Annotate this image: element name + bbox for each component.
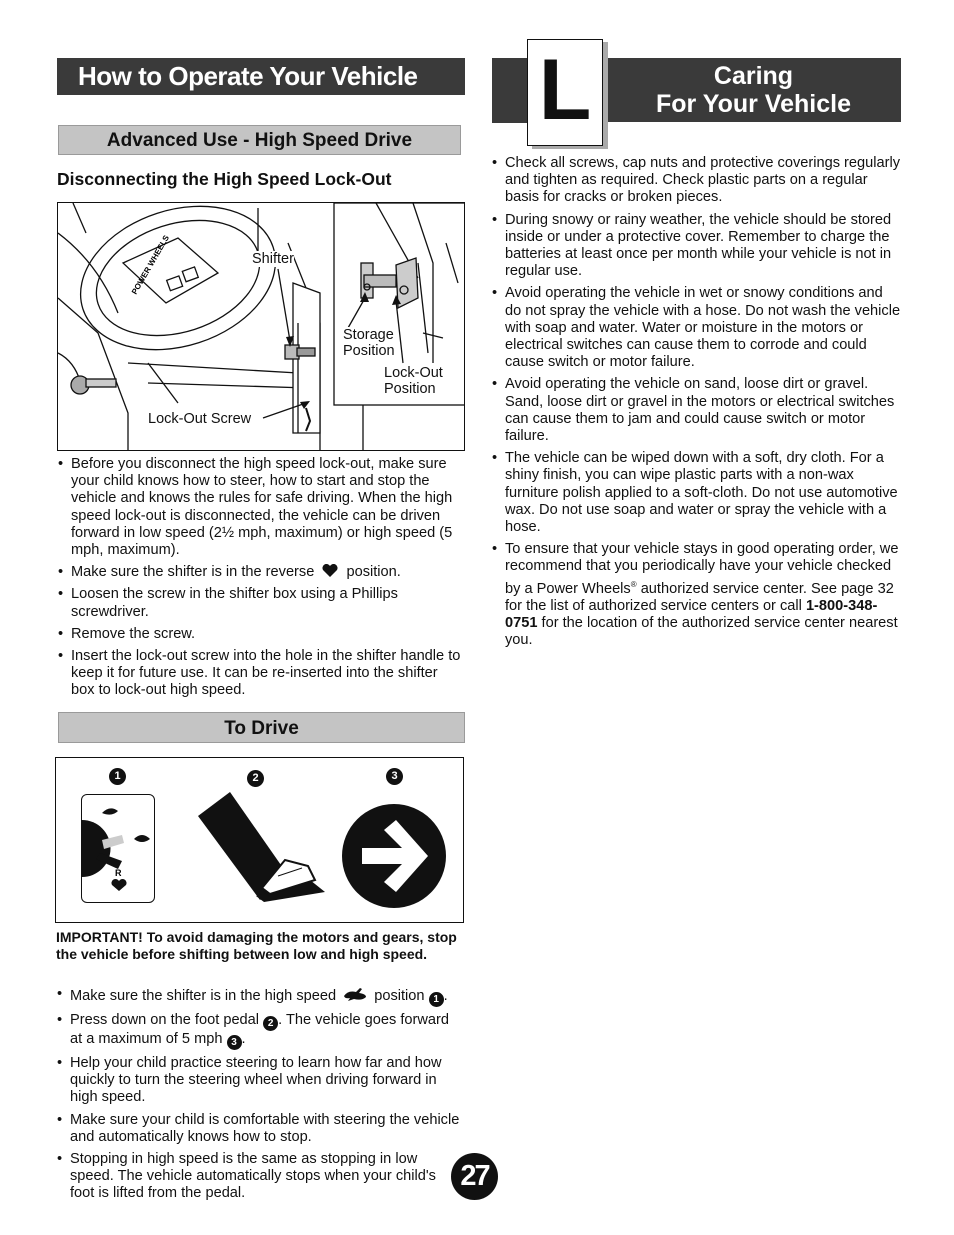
advanced-use-header xyxy=(58,125,461,155)
list-item-text: Stopping in high speed is the same as stopping in low speed. The vehicle automatically stops when your child's foot is lifted from the pedal. xyxy=(70,1151,436,1202)
lockout-instructions-list xyxy=(57,456,463,705)
section-letter-tab xyxy=(527,39,603,146)
right-header-line2: For Your Vehicle xyxy=(656,90,851,118)
right-section-header xyxy=(606,58,901,122)
storage-label-line1: Storage xyxy=(343,327,394,343)
important-warning: IMPORTANT! To avoid damaging the motors and gears, stop the vehicle before shifting between low and high speed. xyxy=(56,929,457,963)
list-item-text: . xyxy=(443,988,448,1004)
advanced-use-title: Advanced Use - High Speed Drive xyxy=(106,130,413,151)
list-item xyxy=(491,376,903,445)
step-number: 2 xyxy=(247,770,264,787)
step-1-marker xyxy=(109,764,126,785)
list-item xyxy=(56,986,462,1007)
page-number-badge xyxy=(451,1153,498,1200)
page-number: 27 xyxy=(460,1160,489,1192)
right-header-underlay xyxy=(492,58,530,123)
shifter-panel xyxy=(81,794,155,903)
shifter-label: Shifter xyxy=(252,251,294,267)
to-drive-header xyxy=(58,712,465,743)
step-number-badge: 1 xyxy=(429,992,444,1007)
list-item-text: Make sure the shifter is in the reverse xyxy=(71,564,315,581)
list-item xyxy=(57,626,463,643)
lockout-label-line2: Position xyxy=(384,381,436,397)
list-item-text: Check all screws, cap nuts and protective coverings regularly and tighten as required. Check plastic parts on a regular basis for cracks or broken pieces. xyxy=(505,155,901,206)
step-3-marker xyxy=(386,764,403,785)
list-item-text: . The vehicle goes forward at a maximum of 5 mph xyxy=(70,1012,450,1047)
lockout-screw-label: Lock-Out Screw xyxy=(148,411,252,427)
lockout-subtitle: Disconnecting the High Speed Lock-Out xyxy=(57,169,392,189)
list-item xyxy=(491,450,903,536)
list-item-text: Before you disconnect the high speed lock-out, make sure your child knows how to steer, how to start and stop the vehicle and knows the rules for safe driving. When the high speed lock-out is disconnected, the vehicle can be driven forward in low speed (2½ mph, maximum) or high speed (5 mph, maximum). xyxy=(71,456,453,559)
list-item-text: position xyxy=(374,988,425,1004)
forward-arrow-icon xyxy=(340,802,448,910)
list-item xyxy=(57,564,463,581)
list-item-text: . xyxy=(241,1031,246,1047)
list-item-text: Avoid operating the vehicle on sand, loose dirt or gravel. Sand, loose dirt or gravel in the motors or electrical switches can cause them to jam and could cause switch or motor failure. xyxy=(505,376,895,445)
list-item xyxy=(491,155,903,207)
list-item-text: for the location of the authorized service center nearest you. xyxy=(505,614,898,649)
list-item-text: Make sure your child is comfortable with steering the vehicle and automatically knows how to stop. xyxy=(70,1111,460,1145)
list-item-text: Help your child practice steering to learn how far and how quickly to turn the steering wheel when driving forward in high speed. xyxy=(70,1055,442,1106)
left-header-title: How to Operate Your Vehicle xyxy=(78,61,418,91)
list-item-text: position. xyxy=(346,564,401,581)
list-item xyxy=(56,1112,462,1146)
list-item-text: Press down on the foot pedal xyxy=(70,1012,260,1028)
list-item-text: authorized service center. See page 32 for the list of authorized service centers or call xyxy=(505,580,894,614)
right-header-line1: Caring xyxy=(713,62,794,90)
list-item-text: During snowy or rainy weather, the vehicle should be stored inside or under a protective cover. Remember to charge the batteries at least once per month while your vehicle is not in regular use. xyxy=(505,211,892,280)
drive-steps-figure xyxy=(55,757,464,923)
list-item-text: Insert the lock-out screw into the hole in the shifter handle to keep it for future use. It can be re-inserted into the shifter box to lock-out high speed. xyxy=(71,648,461,699)
list-item-text: Remove the screw. xyxy=(71,625,196,642)
list-item xyxy=(57,456,463,559)
list-item xyxy=(491,541,903,649)
list-item xyxy=(56,1012,462,1050)
shifter-lockout-figure xyxy=(57,202,465,451)
list-item-text: Make sure the shifter is in the high speed xyxy=(70,988,337,1004)
service-phone-number: 1-800-348-0751 xyxy=(505,597,878,631)
storage-label-line2: Position xyxy=(343,343,395,359)
step-number: 3 xyxy=(386,768,403,785)
shifter-illustration xyxy=(58,203,465,451)
step-number: 1 xyxy=(109,768,126,785)
registered-mark: ® xyxy=(630,579,637,589)
list-item-text: To ensure that your vehicle stays in good operating order, we recommend that you periodically have your vehicle checked by a Power Wheels xyxy=(505,541,899,597)
reverse-heart-icon xyxy=(322,564,338,578)
section-letter: L xyxy=(538,42,592,138)
reverse-letter: R xyxy=(115,868,122,878)
list-item xyxy=(56,1151,450,1203)
lockout-label-line1: Lock-Out xyxy=(384,365,443,381)
storage-position-label xyxy=(343,327,395,359)
lockout-position-label xyxy=(384,365,443,397)
wheel-logo-text: POWER WHEELS xyxy=(129,233,172,296)
step-2-marker xyxy=(247,766,264,787)
care-instructions-list xyxy=(491,155,903,654)
drive-instructions-list xyxy=(56,986,462,1208)
list-item-text: Loosen the screw in the shifter box using a Phillips screwdriver. xyxy=(71,586,398,620)
list-item xyxy=(491,285,903,371)
left-section-header xyxy=(57,58,465,95)
to-drive-title: To Drive xyxy=(224,718,299,739)
list-item xyxy=(491,212,903,281)
list-item xyxy=(56,1055,462,1107)
list-item xyxy=(57,648,463,700)
foot-pedal-illustration xyxy=(190,788,330,903)
step-number-badge: 3 xyxy=(227,1035,242,1050)
list-item-text: The vehicle can be wiped down with a soft, dry cloth. For a shiny finish, you can wipe plastic parts with a non-wax furniture polish applied to a soft-cloth. Do not use automotive wax. Do not use soap and water or spray the vehicle with a hose. xyxy=(505,450,898,536)
high-speed-rabbit-icon xyxy=(342,986,368,1002)
list-item xyxy=(57,586,463,620)
shifter-panel-illustration xyxy=(82,795,155,903)
list-item-text: Avoid operating the vehicle in wet or snowy conditions and do not spray the vehicle with a hose. Do not wash the vehicle with soap and water. Water or moisture in the motors or electrical switches can cause them to corrode and could cause switch or motor failure. xyxy=(505,285,901,371)
step-number-badge: 2 xyxy=(263,1016,278,1031)
